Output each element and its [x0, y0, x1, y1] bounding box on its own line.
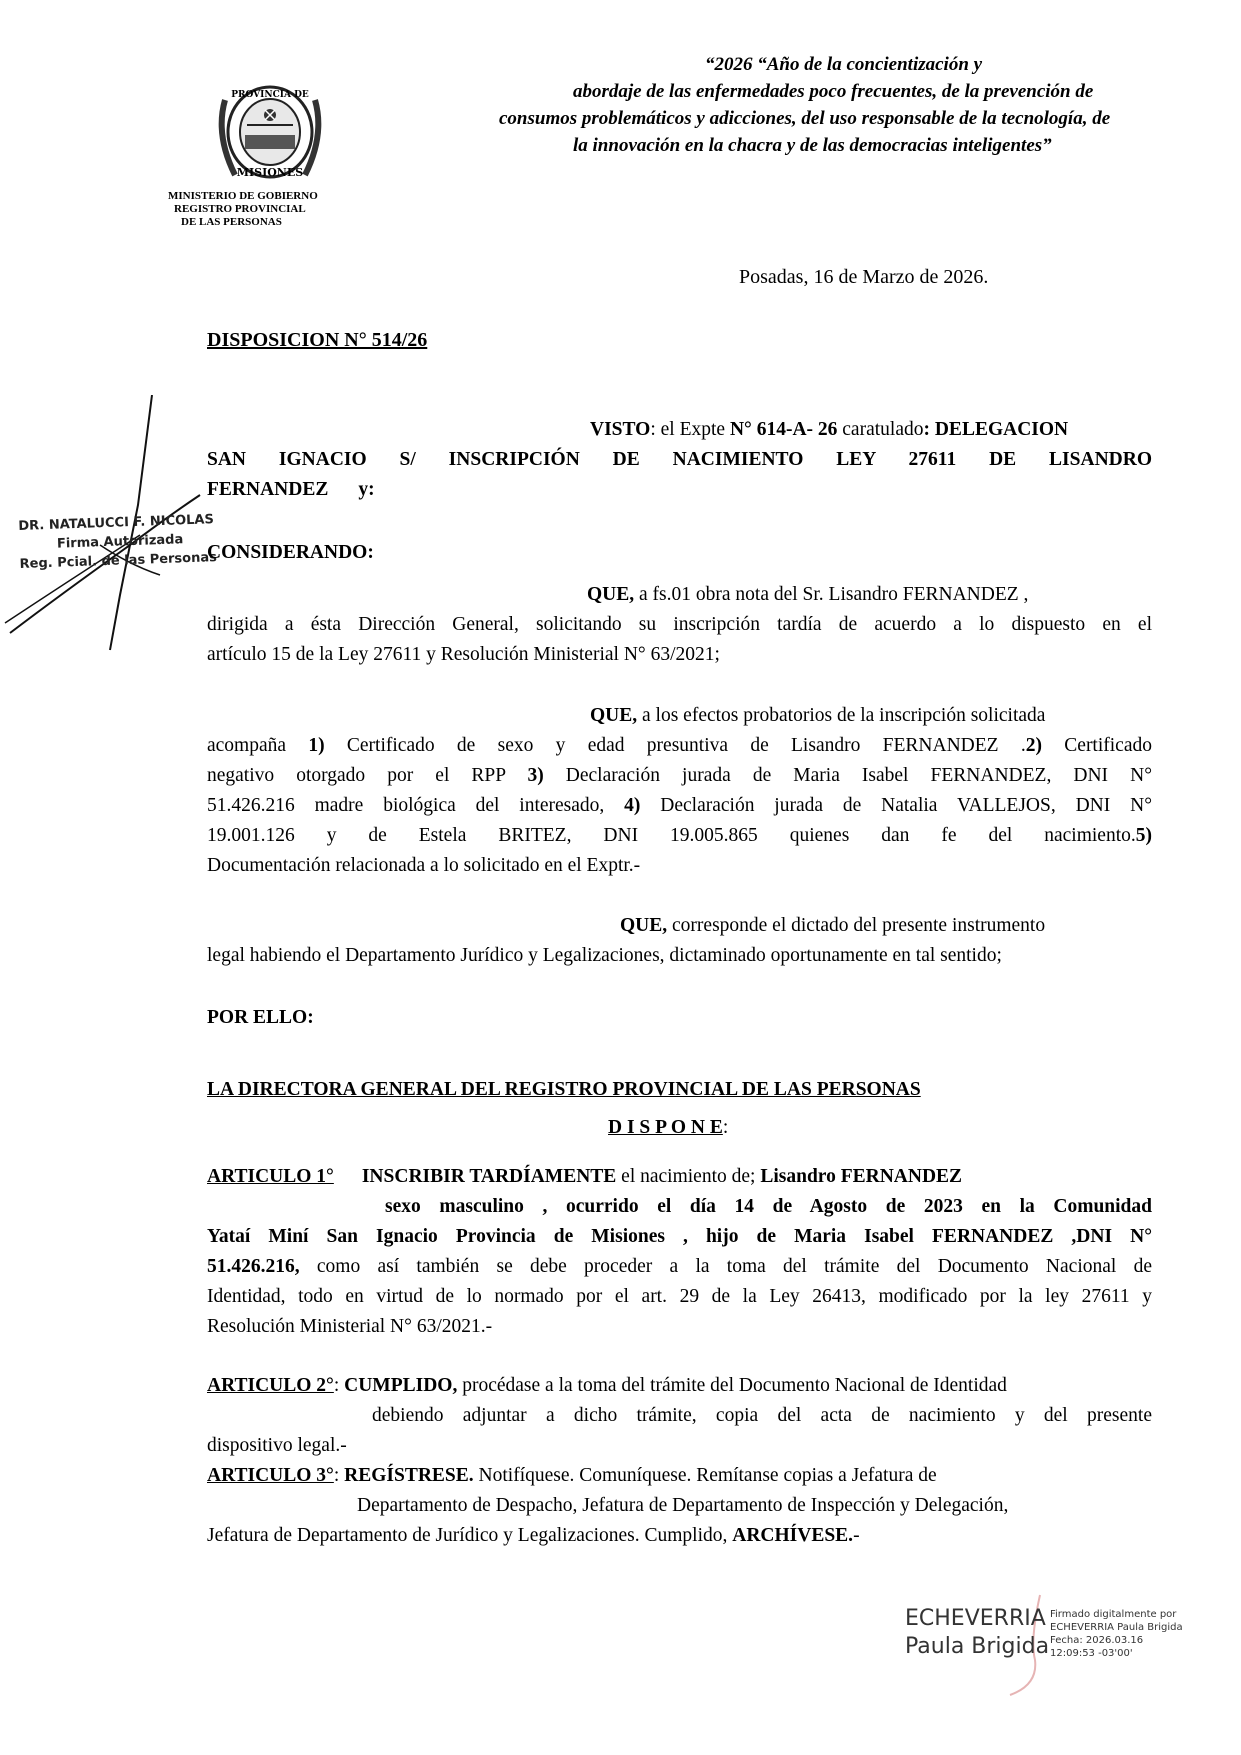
signature-info: Firmado digitalmente por ECHEVERRIA Paula Brigida Fecha: 2026.03.16 12:09:53 -03'00' — [1050, 1609, 1183, 1659]
que1-line-2: dirigida a ésta Dirección General, solicitando su inscripción tardía de acuerdo a lo dispuesto en el — [207, 614, 1152, 635]
article-2-line-1: ARTICULO 2°: CUMPLIDO, procédase a la toma del trámite del Documento Nacional de Identidad — [207, 1375, 1007, 1396]
article-1-line-3: Yataí Miní San Ignacio Provincia de Misiones , hijo de Maria Isabel FERNANDEZ ,DNI N° — [207, 1226, 1152, 1247]
por-ello-heading: POR ELLO: — [207, 1007, 314, 1028]
header-motto — [490, 51, 1190, 159]
que2-line-3: negativo otorgado por el RPP 3) Declaración jurada de Maria Isabel FERNANDEZ, DNI N° — [207, 765, 1152, 786]
que1-line-1: QUE, a fs.01 obra nota del Sr. Lisandro FERNANDEZ , — [587, 584, 1029, 605]
que2-line-5: 19.001.126 y de Estela BRITEZ, DNI 19.005.865 quienes dan fe del nacimiento.5) — [207, 825, 1152, 846]
article-1-line-6: Resolución Ministerial N° 63/2021.- — [207, 1316, 493, 1337]
article-1-line-2: sexo masculino , ocurrido el día 14 de Agosto de 2023 en la Comunidad — [385, 1196, 1152, 1217]
stamp-line: Reg. Pcial. de las Personas — [19, 550, 218, 572]
stamp-line: DR. NATALUCCI F. NICOLAS — [18, 512, 215, 534]
article-1-line-5: Identidad, todo en virtud de lo normado por el art. 29 de la Ley 26413, modificado por la ley 27611 y — [207, 1286, 1152, 1307]
visto-line-3: FERNANDEZ y: — [207, 479, 375, 500]
signer-name: ECHEVERRIA Paula Brigida — [905, 1606, 1050, 1659]
motto-line: la innovación en la chacra y de las democracias inteligentes” — [573, 135, 1052, 156]
que1-line-3: artículo 15 de la Ley 27611 y Resolución Ministerial N° 63/2021; — [207, 644, 720, 665]
article-3-line-3: Jefatura de Departamento de Jurídico y Legalizaciones. Cumplido, ARCHÍVESE.- — [207, 1525, 860, 1546]
crest-text-bottom: MISIONES — [236, 166, 304, 179]
article-2-line-2: debiendo adjuntar a dicho trámite, copia del acta de nacimiento y del presente — [372, 1405, 1152, 1426]
director-heading: LA DIRECTORA GENERAL DEL REGISTRO PROVINCIAL DE LAS PERSONAS — [207, 1079, 921, 1100]
article-1-line-1: ARTICULO 1° INSCRIBIR TARDÍAMENTE el nacimiento de; Lisandro FERNANDEZ — [207, 1166, 963, 1187]
motto-line: abordaje de las enfermedades poco frecuentes, de la prevención de — [573, 81, 1094, 102]
stamp-line: Firma Autorizada — [56, 532, 184, 552]
disposition-title: DISPOSICION N° 514/26 — [207, 329, 428, 351]
que2-line-2: acompaña 1) Certificado de sexo y edad presuntiva de Lisandro FERNANDEZ .2) Certificado — [207, 735, 1152, 756]
visto-line-2: SAN IGNACIO S/ INSCRIPCIÓN DE NACIMIENTO LEY 27611 DE LISANDRO — [207, 449, 1152, 470]
article-2-line-3: dispositivo legal.- — [207, 1435, 347, 1456]
crest-text-top: PROVINCIA DE — [231, 90, 309, 100]
ministry-line: MINISTERIO DE GOBIERNO — [168, 190, 318, 202]
que3-line-2: legal habiendo el Departamento Jurídico y Legalizaciones, dictaminado oportunamente en tal sentido; — [207, 945, 1002, 966]
que2-line-4: 51.426.216 madre biológica del interesado, 4) Declaración jurada de Natalia VALLEJOS, DNI N° — [207, 795, 1152, 816]
ministry-block — [168, 190, 368, 229]
que2-line-1: QUE, a los efectos probatorios de la inscripción solicitada — [590, 705, 1046, 726]
motto-line: consumos problemáticos y adicciones, del uso responsable de la tecnología, de — [499, 108, 1111, 129]
provincial-crest-logo — [205, 80, 335, 190]
authorization-stamp — [18, 510, 217, 574]
dispone-heading: D I S P O N E: — [608, 1117, 729, 1138]
visto-line-1: VISTO: el Expte N° 614-A- 26 caratulado: DELEGACION — [590, 419, 1069, 440]
motto-line: “2026 “Año de la concientización y — [705, 54, 983, 75]
que3-line-1: QUE, corresponde el dictado del presente instrumento — [620, 915, 1046, 936]
considerando-heading: CONSIDERANDO: — [207, 542, 374, 563]
ministry-line: DE LAS PERSONAS — [181, 216, 282, 228]
document-date: Posadas, 16 de Marzo de 2026. — [739, 266, 989, 288]
article-3-line-1: ARTICULO 3°: REGÍSTRESE. Notifíquese. Comuníquese. Remítanse copias a Jefatura de — [207, 1465, 937, 1486]
ministry-line: REGISTRO PROVINCIAL — [174, 203, 306, 215]
article-3-line-2: Departamento de Despacho, Jefatura de Departamento de Inspección y Delegación, — [357, 1495, 1009, 1516]
que2-line-6: Documentación relacionada a lo solicitado en el Exptr.- — [207, 855, 641, 876]
article-1-line-4: 51.426.216, como así también se debe proceder a la toma del trámite del Documento Nacional de — [207, 1256, 1152, 1277]
